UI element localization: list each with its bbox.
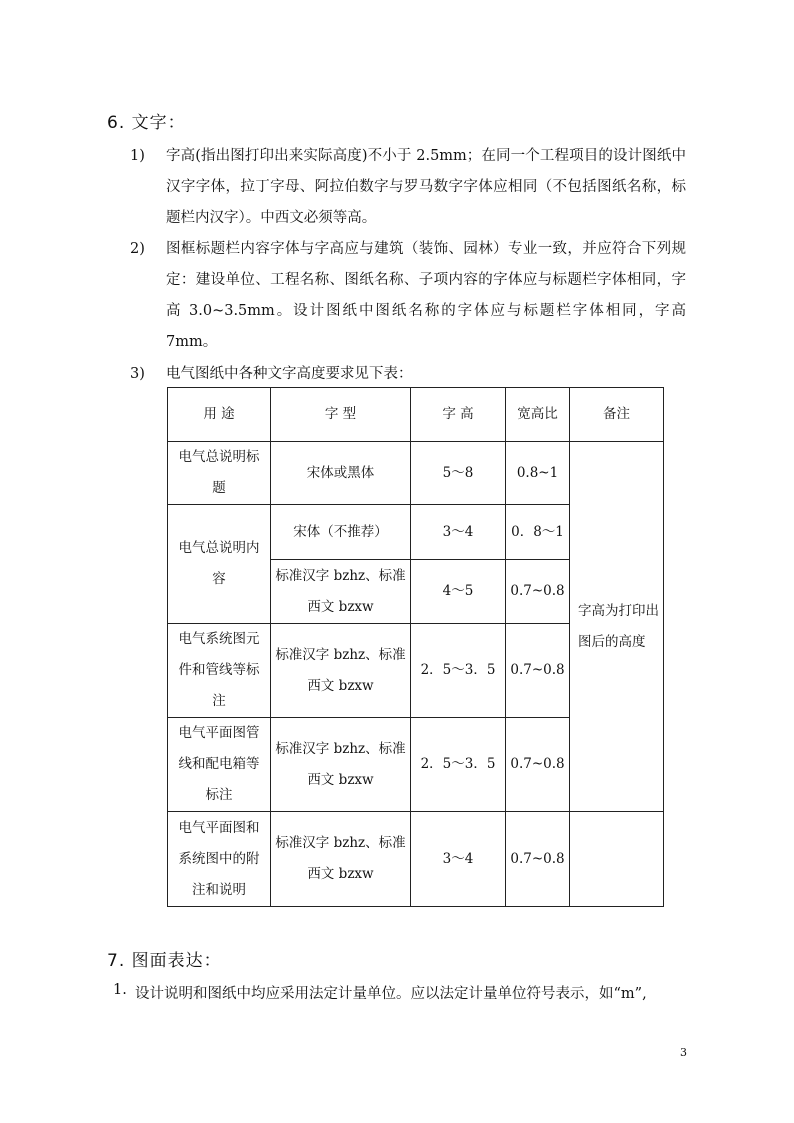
cell-font: 标准汉字 bzhz、标准西文 bzxw	[271, 812, 411, 907]
cell-usage: 电气系统图元件和管线等标注	[168, 624, 271, 718]
cell-usage: 电气平面图和系统图中的附注和说明	[168, 812, 271, 907]
cell-height: 4～5	[411, 560, 506, 624]
header-height: 字 高	[411, 388, 506, 442]
cell-ratio: 0.7~0.8	[506, 560, 570, 624]
font-height-table	[167, 387, 664, 907]
list-item-text: 字高(指出图打印出来实际高度)不小于 2.5mm；在同一个工程项目的设计图纸中汉字字体，拉丁字母、阿拉伯数字与罗马数字字体应相同（不包括图纸名称，标题栏内汉字）。中西文必须等高。	[166, 148, 686, 226]
list-item-number: 1)	[130, 148, 145, 164]
list-item-text: 图框标题栏内容字体与字高应与建筑（装饰、园林）专业一致，并应符合下列规定：建设单位、工程名称、图纸名称、子项内容的字体应与标题栏字体相同，字高 3.0~3.5mm。设计图纸中图纸名称的字体应与标题栏字体相同，字高 7mm。	[166, 241, 686, 350]
header-note: 备注	[570, 388, 664, 442]
cell-font: 标准汉字 bzhz、标准西文 bzxw	[271, 624, 411, 718]
cell-font: 标准汉字 bzhz、标准西文 bzxw	[271, 560, 411, 624]
cell-font: 宋体（不推荐）	[271, 505, 411, 560]
table-row	[168, 812, 664, 907]
section-7-heading: 7. 图面表达：	[107, 951, 222, 971]
table-row	[168, 442, 664, 505]
cell-usage: 电气平面图管线和配电箱等标注	[168, 718, 271, 812]
cell-note-empty	[570, 812, 664, 907]
header-ratio: 宽高比	[506, 388, 570, 442]
list-item	[113, 982, 647, 1002]
cell-height: 3～4	[411, 505, 506, 560]
list-item-number: 2)	[130, 241, 145, 257]
cell-ratio: 0.7~0.8	[506, 624, 570, 718]
list-item	[130, 234, 690, 358]
section-6-heading: 6. 文字：	[107, 113, 186, 133]
header-font: 字 型	[271, 388, 411, 442]
cell-ratio: 0．8～1	[506, 505, 570, 560]
page-number: 3	[680, 1046, 687, 1059]
cell-usage: 电气总说明内容	[168, 505, 271, 624]
header-usage: 用 途	[168, 388, 271, 442]
list-item-number: 1.	[113, 982, 127, 998]
cell-height: 2．5～3．5	[411, 718, 506, 812]
cell-font: 宋体或黑体	[271, 442, 411, 505]
list-item-text: 设计说明和图纸中均应采用法定计量单位。应以法定计量单位符号表示，如“m”,	[135, 986, 647, 1002]
cell-usage: 电气总说明标题	[168, 442, 271, 505]
cell-note: 字高为打印出图后的高度	[570, 442, 664, 812]
cell-height: 5～8	[411, 442, 506, 505]
table-header-row	[168, 388, 664, 442]
cell-ratio: 0.7~0.8	[506, 718, 570, 812]
cell-ratio: 0.8~1	[506, 442, 570, 505]
cell-ratio: 0.7~0.8	[506, 812, 570, 907]
list-item-number: 3)	[130, 366, 145, 382]
list-item	[130, 141, 690, 234]
list-item-text: 电气图纸中各种文字高度要求见下表：	[166, 366, 413, 382]
list-item	[130, 359, 690, 390]
cell-height: 3～4	[411, 812, 506, 907]
cell-font: 标准汉字 bzhz、标准西文 bzxw	[271, 718, 411, 812]
cell-height: 2．5～3．5	[411, 624, 506, 718]
